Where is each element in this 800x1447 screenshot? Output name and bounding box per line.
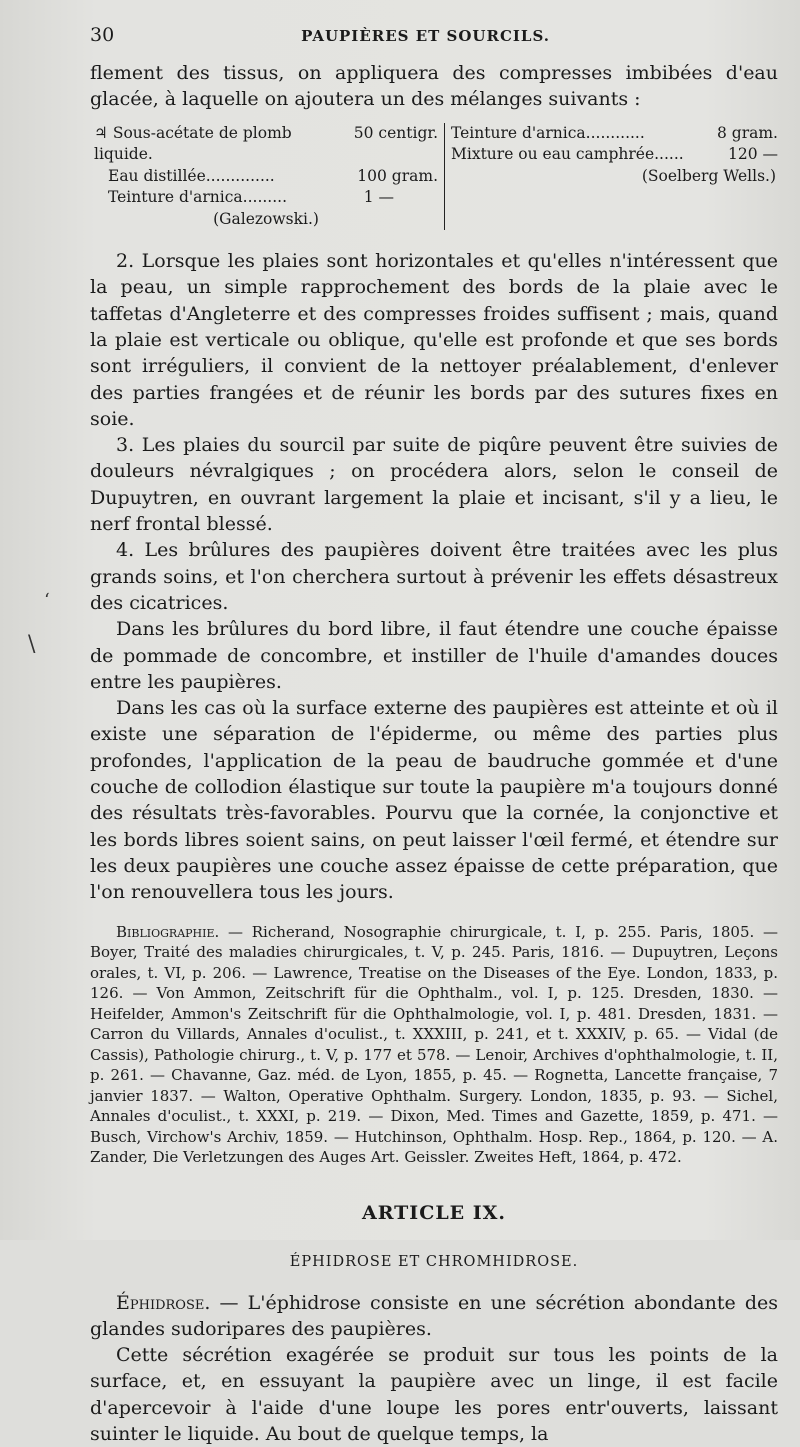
margin-mark: ʻ (44, 590, 50, 611)
ingredient-qty: 8 gram. (717, 123, 778, 142)
paragraph-burns-surface: Dans les cas où la surface externe des paupières est atteinte et où il existe une séparation de l'épiderme, ou même des parties plus profondes, l'application de la peau de baudruche gommée et d'une couche de collodion élastique sur toute la paupière m'a toujours donné des résultats très-favorables. Pourvu que la cornée, la conjonctive et les bords libres soient sains, on peut laisser l'œil fermé, et étendre sur les deux paupières une couche assez épaisse de cette préparation, que l'on renouvellera tous les jours. (90, 697, 778, 904)
ingredient-name: Eau distillée.............. (108, 166, 275, 185)
margin-mark: \ (28, 632, 36, 657)
bibliography-text: — Richerand, Nosographie chirurgicale, t. I, p. 255. Paris, 1805. — Boyer, Traité des maladies chirurgicales, t. V, p. 245. Paris, 1816. — Dupuytren, Leçons orales, t. VI, p. 206. — Lawrence, Treatise on the Diseases of the Eye. London, 1833, p. 126. — Von Ammon, Zeitschrift für die Ophthalm., vol. I, p. 125. Dresden, 1830. — Heifelder, Ammon's Zeitschrift für die Ophthalmologie, vol. I, p. 481. Dresden, 1831. — Carron du Villards, Annales d'oculist., t. XXXIII, p. 241, et t. XXXIV, p. 65. — Vidal (de Cassis), Pathologie chirurg., t. V, p. 177 et 578. — Lenoir, Archives d'ophthalmologie, t. II, p. 261. — Chavanne, Gaz. méd. de Lyon, 1855, p. 45. — Rognetta, Lancette française, 7 janvier 1837. — Walton, Operative Ophthalm. Surgery. London, 1835, p. 93. — Sichel, Annales d'oculist., t. XXXI, p. 219. — Dixon, Med. Times and Gazette, 1859, p. 471. — Busch, Virchow's Archiv, 1859. — Hutchinson, Ophthalm. Hosp. Rep., 1864, p. 120. — A. Zander, Die Verletzungen des Auges Art. Geissler. Zweites Heft, 1864, p. 472. (90, 922, 778, 1167)
ephidrose-lead: Éphidrose. (116, 1291, 211, 1314)
ingredient-name: ♃ Sous-acétate de plomb liquide. (94, 123, 292, 164)
ephidrose-paragraph (90, 1290, 778, 1343)
page-content (90, 24, 778, 1447)
page-number: 30 (90, 24, 115, 46)
paragraph-2: 2. Lorsque les plaies sont horizontales et qu'elles n'intéressent que la peau, un simple rapprochement des bords de la plaie avec le taffetas d'Angleterre et des compresses froides suffisent ; mais, quand la plaie est verticale ou oblique, qu'elle est profonde et que ses bords sont irréguliers, il convient de la nettoyer préalablement, d'enlever des parties frangées et de réunir les bords par des sutures fixes en soie. (90, 250, 778, 430)
bibliography (90, 922, 778, 1168)
formula-row (451, 123, 778, 145)
formula-table (90, 123, 778, 231)
formula-row (451, 144, 778, 166)
formula-right (445, 123, 778, 231)
formula-left (90, 123, 445, 231)
formula-source: (Soelberg Wells.) (641, 166, 776, 185)
formula-source: (Galezowski.) (213, 209, 319, 228)
ingredient-qty: 50 centigr. (353, 123, 438, 142)
paragraph-4: 4. Les brûlures des paupières doivent être traitées avec les plus grands soins, et l'on cherchera surtout à prévenir les effets désastreux des cicatrices. (90, 539, 778, 614)
closing-paragraph: Cette sécrétion exagérée se produit sur tous les points de la surface, et, en essuyant la paupière avec un linge, il est facile d'apercevoir à l'aide d'une loupe les pores entr'ouverts, laissant suinter le liquide. Au bout de quelque temps, la (90, 1344, 778, 1445)
ingredient-name: Mixture ou eau camphrée...... (451, 145, 684, 164)
ephidrose-text: — L'éphidrose consiste en une sécrétion abondante des glandes sudoripares des paupières. (90, 1291, 778, 1340)
ingredient-qty: 1 — (363, 188, 394, 207)
bibliography-lead: Bibliographie. (116, 922, 220, 941)
ingredient-qty: 120 — (727, 145, 778, 164)
intro-paragraph: flement des tissus, on appliquera des compresses imbibées d'eau glacée, à laquelle on ajoutera un des mélanges suivants : (90, 62, 778, 111)
article-subtitle: ÉPHIDROSE ET CHROMHIDROSE. (289, 1253, 579, 1270)
running-header (90, 24, 778, 54)
ingredient-name: Teinture d'arnica............ (451, 123, 645, 142)
article-heading: ARTICLE IX. (361, 1201, 507, 1224)
paragraph-3: 3. Les plaies du sourcil par suite de piqûre peuvent être suivies de douleurs névralgiques ; on procédera alors, selon le conseil de Dupuytren, en ouvrant largement la plaie et incisant, s'il y a lieu, le nerf frontal blessé. (90, 434, 778, 536)
formula-row (94, 123, 438, 166)
ingredient-qty: 100 gram. (357, 166, 438, 185)
formula-row (94, 187, 438, 209)
formula-row (94, 166, 438, 188)
running-title: PAUPIÈRES ET SOURCILS. (301, 27, 550, 45)
ingredient-name: Teinture d'arnica......... (108, 188, 288, 207)
paragraph-burns-edge: Dans les brûlures du bord libre, il faut étendre une couche épaisse de pommade de concombre, et instiller de l'huile d'amandes douces entre les paupières. (90, 618, 778, 693)
